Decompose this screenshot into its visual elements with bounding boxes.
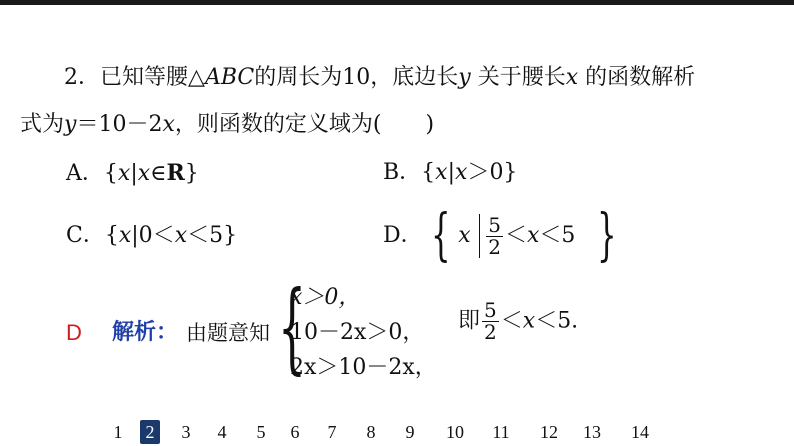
var-x: x [137, 161, 151, 186]
top-rule [0, 0, 794, 5]
page-2-current[interactable]: 2 [140, 420, 160, 444]
question-text: 已知等腰 [100, 65, 189, 90]
brace: { [104, 223, 119, 248]
analysis-label: 解析： [112, 320, 179, 345]
page-12[interactable]: 12 [540, 422, 558, 442]
page-7[interactable]: 7 [327, 422, 337, 442]
fraction-numerator: 5 [488, 212, 501, 237]
var-x: x [455, 160, 468, 185]
page-3[interactable]: 3 [181, 422, 191, 442]
question-line-1 [64, 63, 695, 93]
var-y: y [458, 65, 471, 90]
option-d[interactable] [383, 204, 625, 268]
page-4[interactable]: 4 [217, 422, 227, 442]
fraction [486, 212, 503, 259]
equation: ＝10－2 [76, 112, 163, 137]
var-x: x [117, 161, 131, 186]
question-line-2 [20, 110, 434, 140]
system-line-1: x＞0， [290, 285, 361, 310]
set-bar [479, 214, 481, 258]
option-c[interactable] [66, 221, 237, 251]
condition: |0＜ [131, 223, 175, 248]
condition: ＜ [504, 223, 527, 248]
condition: ＜5. [535, 308, 579, 334]
var-y: y [64, 112, 77, 137]
bar: | [130, 161, 138, 186]
system-brace: { [278, 271, 307, 385]
page-13[interactable]: 13 [583, 422, 601, 442]
brace: } [184, 161, 199, 186]
element-of: ∈ [150, 161, 167, 186]
perimeter-value: 10 [342, 65, 371, 90]
set-r: R [166, 160, 185, 186]
right-brace: } [597, 203, 617, 268]
brace: { [103, 161, 118, 186]
var-x: x [174, 223, 188, 248]
analysis-text: 由题意知 [186, 321, 270, 345]
fraction-denominator: 2 [484, 320, 497, 344]
condition: ＞0} [467, 160, 518, 185]
pagination [0, 418, 794, 446]
option-b[interactable] [383, 158, 517, 188]
page-5[interactable]: 5 [256, 422, 266, 442]
triangle-symbol: △ [188, 65, 205, 90]
var-x: x [526, 223, 540, 248]
var-x: x [565, 65, 579, 90]
question-text: 的周长为 [254, 65, 343, 90]
option-c-label: C． [66, 223, 105, 248]
triangle-name: ABC [204, 65, 255, 90]
condition: ＜5} [187, 223, 238, 248]
system-line-3: 2x＞10－2x， [290, 355, 437, 380]
question-text: 关于腰长 [477, 65, 566, 90]
conclusion-prefix: 即 [458, 308, 481, 334]
condition: ＜5 [539, 223, 576, 248]
bar: | [447, 160, 456, 185]
var-x: x [118, 223, 132, 248]
question-text: 式为 [20, 112, 65, 137]
page-14[interactable]: 14 [631, 422, 649, 442]
system-line-2: 10－2x＞0， [290, 320, 425, 345]
page-8[interactable]: 8 [366, 422, 376, 442]
answer-letter: D [66, 320, 82, 345]
option-a[interactable] [66, 158, 199, 189]
var-x: x [162, 112, 175, 137]
fraction-numerator: 5 [484, 298, 497, 322]
var-x: x [522, 308, 536, 334]
var-x: x [458, 223, 471, 248]
left-brace: { [430, 203, 451, 268]
fraction-denominator: 2 [488, 234, 501, 259]
page-9[interactable]: 9 [405, 422, 415, 442]
question-text: ，则函数的定义域为( ) [174, 112, 435, 137]
option-d-label: D． [383, 223, 423, 248]
brace: { [421, 160, 436, 185]
question-text: ，底边长 [370, 65, 459, 90]
condition: ＜ [500, 308, 523, 334]
page-1[interactable]: 1 [113, 422, 123, 442]
fraction [482, 300, 499, 343]
question-text: 的函数解析 [585, 65, 696, 90]
var-x: x [435, 160, 448, 185]
page-11[interactable]: 11 [492, 422, 510, 442]
question-number: 2． [64, 65, 100, 90]
option-b-label: B． [383, 160, 422, 185]
page-6[interactable]: 6 [290, 422, 300, 442]
option-a-label: A． [66, 161, 104, 186]
page-10[interactable]: 10 [446, 422, 464, 442]
conclusion [458, 300, 578, 343]
